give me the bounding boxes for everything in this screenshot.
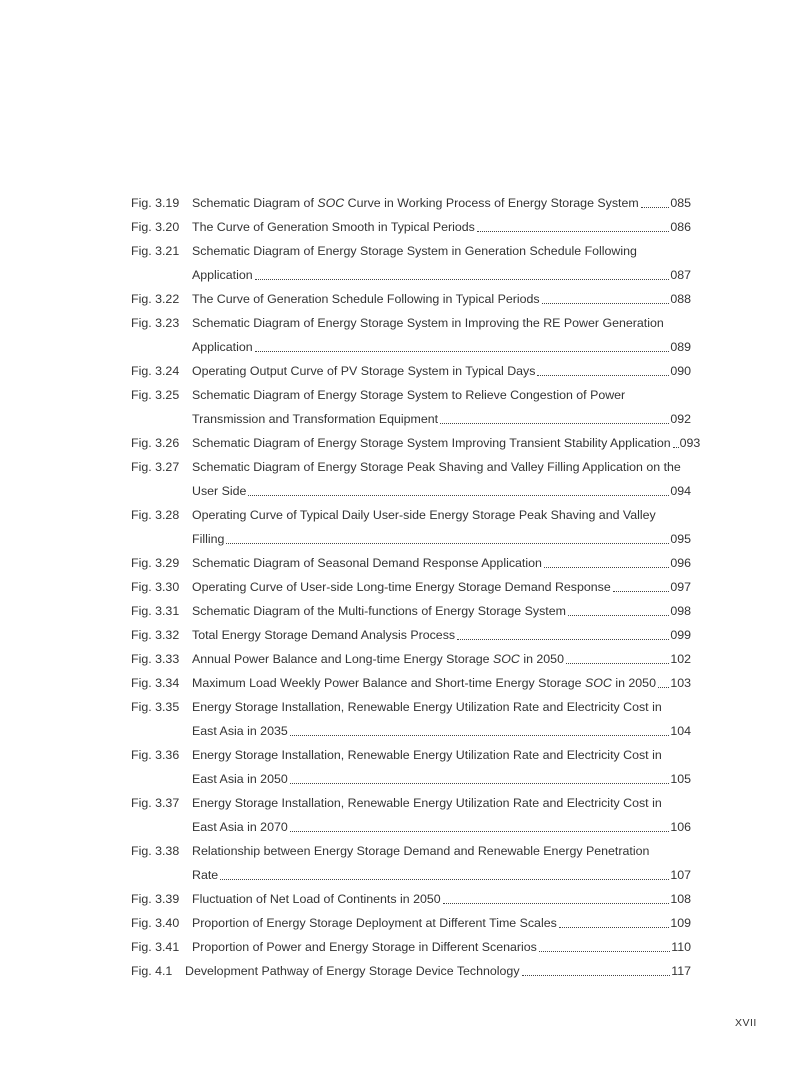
toc-entry[interactable] [131, 431, 701, 455]
figure-title [192, 383, 691, 407]
dot-leader [290, 815, 670, 832]
dot-leader [255, 335, 670, 352]
toc-entry[interactable] [131, 647, 691, 671]
figure-title [192, 815, 691, 839]
toc-entry[interactable] [131, 287, 691, 311]
title-text: Rate [192, 868, 219, 882]
toc-entry[interactable] [131, 503, 691, 527]
dot-leader [613, 575, 670, 592]
figure-number [131, 767, 192, 791]
figure-number [131, 527, 192, 551]
toc-entry[interactable] [131, 743, 691, 767]
page-reference: 107 [670, 868, 691, 882]
dot-leader [290, 767, 670, 784]
toc-entry[interactable] [131, 623, 691, 647]
dot-leader [522, 959, 671, 976]
toc-entry-continuation[interactable] [131, 263, 691, 287]
page-reference: 105 [670, 772, 691, 786]
title-text: Application [192, 268, 253, 282]
page-reference: 109 [670, 916, 691, 930]
toc-entry-continuation[interactable] [131, 479, 691, 503]
toc-entry-continuation[interactable] [131, 335, 691, 359]
figure-number: Fig. 3.20 [131, 220, 180, 234]
page-reference: 099 [670, 628, 691, 642]
toc-entry-continuation[interactable] [131, 527, 691, 551]
title-text: Proportion of Energy Storage Deployment at Different Time Scales [192, 916, 557, 930]
title-text: Operating Curve of Typical Daily User-side Energy Storage Peak Shaving and Valley [192, 508, 656, 522]
toc-entry[interactable] [131, 959, 691, 983]
italic-term: SOC [317, 196, 345, 210]
figure-title [192, 311, 691, 335]
toc-entry[interactable] [131, 695, 691, 719]
page-reference: 086 [670, 220, 691, 234]
figure-number: Fig. 3.25 [131, 388, 180, 402]
figure-number: Fig. 3.23 [131, 316, 180, 330]
title-text: User Side [192, 484, 247, 498]
figure-title [192, 431, 701, 455]
title-text: Schematic Diagram of [192, 196, 318, 210]
dot-leader [248, 479, 669, 496]
title-text: Annual Power Balance and Long-time Energy Storage [192, 652, 494, 666]
figure-title [192, 239, 691, 263]
toc-entry-continuation[interactable] [131, 719, 691, 743]
page-reference: 095 [670, 532, 691, 546]
title-text: Development Pathway of Energy Storage Device Technology [185, 964, 520, 978]
page-reference: 098 [670, 604, 691, 618]
toc-entry[interactable] [131, 935, 691, 959]
figure-title [192, 503, 691, 527]
toc-entry[interactable] [131, 839, 691, 863]
figure-title [192, 671, 691, 695]
title-text: Operating Curve of User-side Long-time Energy Storage Demand Response [192, 580, 611, 594]
figure-title [192, 407, 691, 431]
page-reference: 092 [670, 412, 691, 426]
figure-title [192, 935, 691, 959]
figure-number: Fig. 3.39 [131, 892, 180, 906]
title-text: Curve in Working Process of Energy Storage System [344, 196, 639, 210]
figure-number: Fig. 3.31 [131, 604, 180, 618]
page-reference: 088 [670, 292, 691, 306]
figure-number: Fig. 3.28 [131, 508, 180, 522]
figure-number: Fig. 3.30 [131, 580, 180, 594]
figure-number: Fig. 3.36 [131, 748, 180, 762]
dot-leader [559, 911, 670, 928]
figure-title [192, 215, 691, 239]
dot-leader [477, 215, 669, 232]
figure-title [192, 695, 691, 719]
title-text: Total Energy Storage Demand Analysis Process [192, 628, 456, 642]
dot-leader [537, 359, 669, 376]
page-reference: 110 [671, 940, 691, 954]
page-reference: 093 [679, 436, 701, 450]
dot-leader [443, 887, 670, 904]
toc-entry[interactable] [131, 599, 691, 623]
title-text: Relationship between Energy Storage Demand and Renewable Energy Penetration [192, 844, 650, 858]
figure-title [192, 839, 691, 863]
dot-leader [440, 407, 669, 424]
toc-entry[interactable] [131, 383, 691, 407]
figure-number: Fig. 4.1 [131, 964, 173, 978]
figure-number: Fig. 3.26 [131, 436, 180, 450]
page-reference: 087 [670, 268, 691, 282]
figure-number: Fig. 3.19 [131, 196, 180, 210]
figure-number: Fig. 3.29 [131, 556, 180, 570]
figure-number: Fig. 3.41 [131, 940, 180, 954]
figure-title [192, 359, 691, 383]
title-text: Proportion of Power and Energy Storage in Different Scenarios [192, 940, 537, 954]
toc-entry[interactable] [131, 887, 691, 911]
figure-number: Fig. 3.27 [131, 460, 180, 474]
figure-title [192, 743, 691, 767]
page-reference: 097 [670, 580, 691, 594]
page-reference: 089 [670, 340, 691, 354]
figure-title [192, 335, 691, 359]
title-text: Schematic Diagram of Energy Storage Peak Shaving and Valley Filling Application on the [192, 460, 681, 474]
figure-number: Fig. 3.21 [131, 244, 180, 258]
figure-title [192, 791, 691, 815]
figure-title [192, 599, 691, 623]
page-reference: 094 [670, 484, 691, 498]
figure-title [185, 959, 691, 983]
figure-number [131, 407, 192, 431]
figure-number: Fig. 3.22 [131, 292, 180, 306]
dot-leader [658, 671, 669, 688]
dot-leader [542, 287, 670, 304]
title-text: Maximum Load Weekly Power Balance and Short-time Energy Storage [192, 676, 586, 690]
title-text: Filling [192, 532, 225, 546]
figure-title [192, 911, 691, 935]
toc-entry-continuation[interactable] [131, 767, 691, 791]
page-reference: 108 [670, 892, 691, 906]
toc-entry[interactable] [131, 911, 691, 935]
italic-term: SOC [493, 652, 520, 666]
toc-entry-continuation[interactable] [131, 407, 691, 431]
figure-title [192, 455, 691, 479]
title-text: East Asia in 2035 [192, 724, 288, 738]
figure-number [131, 719, 192, 743]
dot-leader [568, 599, 669, 616]
toc-entry-continuation[interactable] [131, 863, 691, 887]
title-text: Schematic Diagram of Seasonal Demand Response Application [192, 556, 542, 570]
dot-leader [290, 719, 670, 736]
figure-title [192, 191, 691, 215]
figure-number: Fig. 3.32 [131, 628, 180, 642]
toc-entry[interactable] [131, 455, 691, 479]
figure-title [192, 551, 691, 575]
page-reference: 090 [670, 364, 691, 378]
toc-entry[interactable] [131, 191, 691, 215]
title-text: Energy Storage Installation, Renewable Energy Utilization Rate and Electricity Cost in [192, 700, 662, 714]
title-text: Transmission and Transformation Equipment [192, 412, 439, 426]
dot-leader [255, 263, 670, 280]
figure-number: Fig. 3.34 [131, 676, 180, 690]
page-reference: 085 [670, 196, 691, 210]
dot-leader [566, 647, 669, 664]
figure-number: Fig. 3.38 [131, 844, 180, 858]
toc-entry[interactable] [131, 311, 691, 335]
figure-number [131, 479, 192, 503]
title-text: Schematic Diagram of Energy Storage System in Generation Schedule Following [192, 244, 637, 258]
figure-number [131, 335, 192, 359]
figure-title [192, 719, 691, 743]
toc-entry[interactable] [131, 359, 691, 383]
title-text: in 2050 [611, 676, 656, 690]
toc-entry[interactable] [131, 215, 691, 239]
figure-number: Fig. 3.40 [131, 916, 180, 930]
toc-entry[interactable] [131, 671, 691, 695]
figure-title [192, 527, 691, 551]
title-text: Schematic Diagram of Energy Storage System Improving Transient Stability Application [192, 436, 671, 450]
page-reference: 106 [670, 820, 691, 834]
title-text: Schematic Diagram of Energy Storage System to Relieve Congestion of Power [192, 388, 626, 402]
italic-term: SOC [585, 676, 612, 690]
toc-entry[interactable] [131, 791, 691, 815]
figure-number [131, 863, 192, 887]
figure-title [192, 263, 691, 287]
figure-number: Fig. 3.33 [131, 652, 180, 666]
dot-leader [220, 863, 669, 880]
page-reference: 102 [670, 652, 691, 666]
figure-number: Fig. 3.35 [131, 700, 180, 714]
toc-entry[interactable] [131, 551, 691, 575]
dot-leader [641, 191, 670, 208]
figure-title [192, 887, 691, 911]
page-reference: 096 [670, 556, 691, 570]
figure-number: Fig. 3.37 [131, 796, 180, 810]
figure-title [192, 863, 691, 887]
title-text: East Asia in 2050 [192, 772, 288, 786]
title-text: East Asia in 2070 [192, 820, 288, 834]
dot-leader [226, 527, 669, 544]
figure-title [192, 287, 691, 311]
dot-leader [457, 623, 669, 640]
page-reference: 104 [670, 724, 691, 738]
figure-title [192, 479, 691, 503]
figure-title [192, 767, 691, 791]
page-reference: 103 [670, 676, 691, 690]
title-text: Fluctuation of Net Load of Continents in 2050 [192, 892, 441, 906]
title-text: Schematic Diagram of the Multi-functions of Energy Storage System [192, 604, 566, 618]
dot-leader [539, 935, 670, 952]
dot-leader [544, 551, 669, 568]
title-text: in 2050 [519, 652, 564, 666]
title-text: Schematic Diagram of Energy Storage System in Improving the RE Power Generation [192, 316, 664, 330]
figure-number: Fig. 3.24 [131, 364, 180, 378]
title-text: The Curve of Generation Schedule Following in Typical Periods [192, 292, 540, 306]
dot-leader [673, 431, 679, 448]
page-reference: 117 [671, 964, 691, 978]
figure-title [192, 623, 691, 647]
title-text: Operating Output Curve of PV Storage System in Typical Days [192, 364, 536, 378]
title-text: The Curve of Generation Smooth in Typical Periods [192, 220, 475, 234]
figure-number [131, 815, 192, 839]
figure-title [192, 575, 691, 599]
toc-entry-continuation[interactable] [131, 815, 691, 839]
figure-number [131, 263, 192, 287]
title-text: Energy Storage Installation, Renewable Energy Utilization Rate and Electricity Cost in [192, 748, 662, 762]
figure-title [192, 647, 691, 671]
page-number: XVII [735, 1017, 757, 1029]
title-text: Application [192, 340, 253, 354]
toc-entry[interactable] [131, 575, 691, 599]
list-of-figures [131, 191, 701, 983]
title-text: Energy Storage Installation, Renewable Energy Utilization Rate and Electricity Cost in [192, 796, 662, 810]
toc-entry[interactable] [131, 239, 691, 263]
